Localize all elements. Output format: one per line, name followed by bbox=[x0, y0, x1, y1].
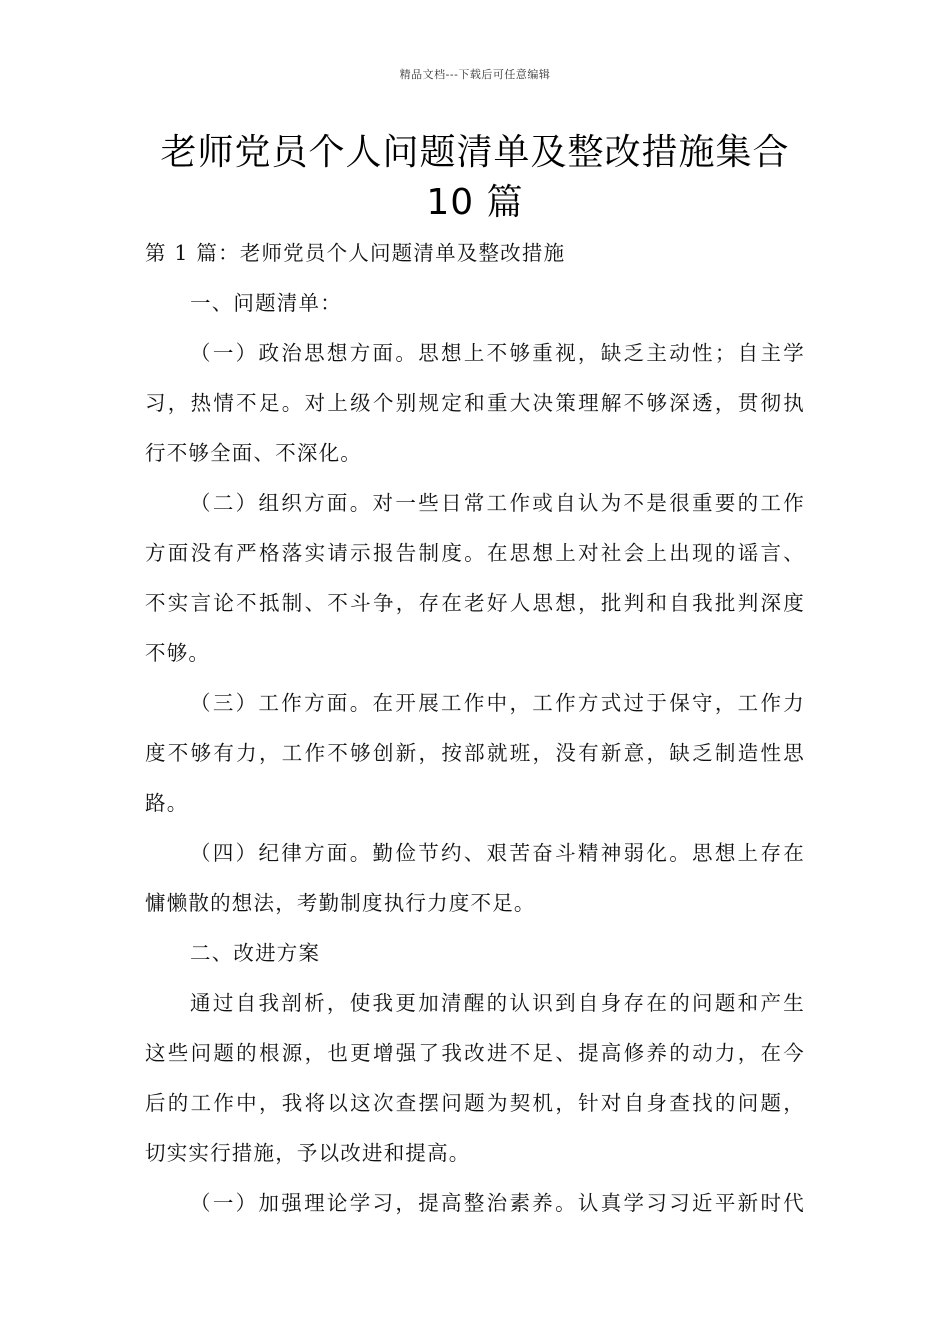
paragraph-line: 路。 bbox=[145, 791, 189, 815]
paragraph-line: 不实言论不抵制、不斗争，存在老好人思想，批判和自我批判深度 bbox=[145, 591, 805, 615]
document-title-line-2: 10 篇 bbox=[426, 182, 524, 223]
paragraph-line: （四）纪律方面。勤俭节约、艰苦奋斗精神弱化。思想上存在 bbox=[190, 841, 805, 865]
paragraph-line: 方面没有严格落实请示报告制度。在思想上对社会上出现的谣言、 bbox=[145, 541, 805, 565]
paragraph-line: 习，热情不足。对上级个别规定和重大决策理解不够深透，贯彻执 bbox=[145, 391, 805, 415]
paragraph-line: 切实实行措施，予以改进和提高。 bbox=[145, 1141, 471, 1165]
paragraph-line: 不够。 bbox=[145, 641, 211, 665]
part-heading: 一、问题清单： bbox=[190, 291, 342, 315]
section-heading: 第 1 篇：老师党员个人问题清单及整改措施 bbox=[145, 241, 566, 265]
part-heading: 二、改进方案 bbox=[190, 941, 321, 965]
paragraph-line: 行不够全面、不深化。 bbox=[145, 441, 362, 465]
paragraph-line: 这些问题的根源，也更增强了我改进不足、提高修养的动力，在今 bbox=[145, 1041, 805, 1065]
paragraph-line: 慵懒散的想法，考勤制度执行力度不足。 bbox=[145, 891, 536, 915]
paragraph-line: 度不够有力，工作不够创新，按部就班，没有新意，缺乏制造性思 bbox=[145, 741, 805, 765]
paragraph-line: （二）组织方面。对一些日常工作或自认为不是很重要的工作 bbox=[190, 491, 805, 515]
paragraph-line: 通过自我剖析，使我更加清醒的认识到自身存在的问题和产生 bbox=[190, 991, 805, 1015]
document-title-line-1: 老师党员个人问题清单及整改措施集合 bbox=[160, 132, 790, 173]
page-header: 精品文档---下载后可任意编辑 bbox=[399, 68, 551, 81]
paragraph-line: （一）加强理论学习，提高整治素养。认真学习习近平新时代 bbox=[190, 1191, 805, 1215]
paragraph-line: （一）政治思想方面。思想上不够重视，缺乏主动性；自主学 bbox=[190, 341, 805, 365]
paragraph-line: 后的工作中，我将以这次查摆问题为契机，针对自身查找的问题， bbox=[145, 1091, 805, 1115]
paragraph-line: （三）工作方面。在开展工作中，工作方式过于保守，工作力 bbox=[190, 691, 805, 715]
